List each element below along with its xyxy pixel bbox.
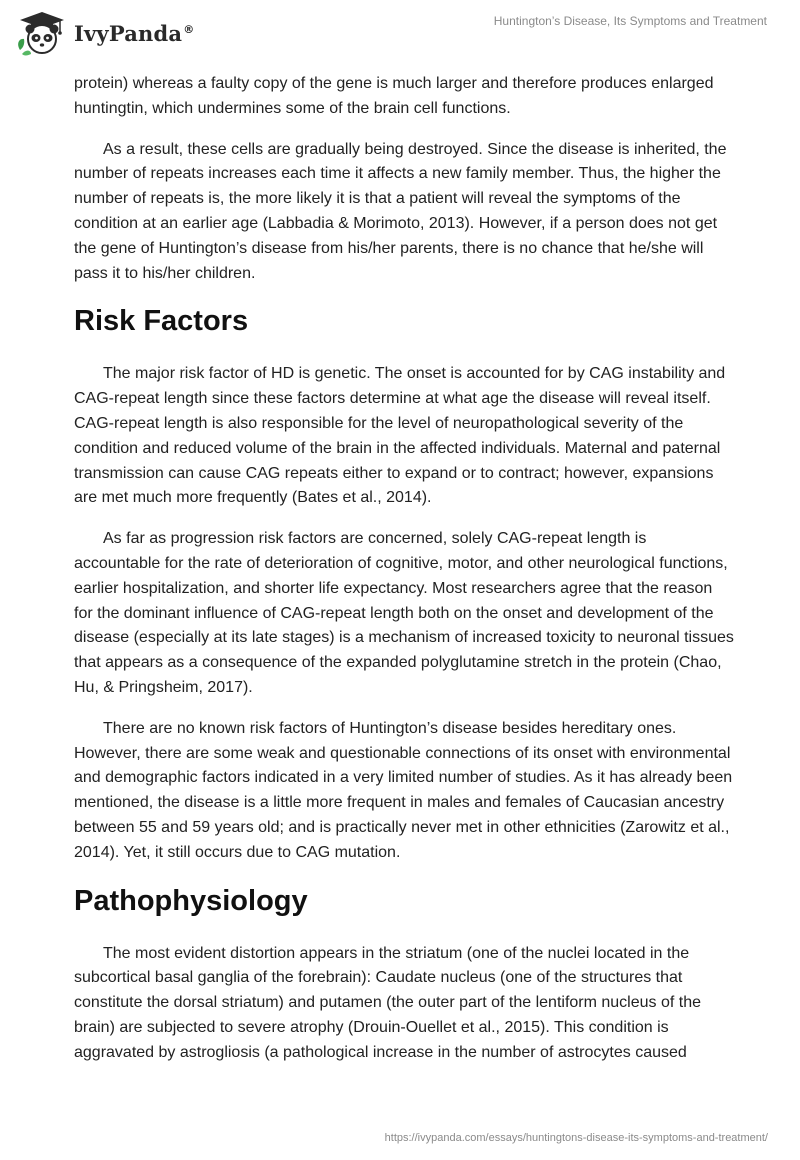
- logo-wordmark: [74, 21, 194, 46]
- paragraph-risk-2: As far as progression risk factors are concerned, solely CAG-repeat length is accountable for the rate of deterioration of cognitive, motor, and other neurological functions, earlier hospitalization, and shorter life expectancy. Most researchers agree that the reason for the dominant influence of CAG-repeat length both on the onset and development of the disease (especially at its late stages) is a mechanism of increased toxicity to neuronal tissues that appears as a consequence of the expanded polyglutamine stretch in the protein (Chao, Hu, & Pringsheim, 2017).: [74, 530, 734, 696]
- paragraph-patho-1: The most evident distortion appears in the striatum (one of the nuclei located in the subcortical basal ganglia of the forebrain): Caudate nucleus (one of the structures that constitute the dorsal striatum) and putamen (the outer part of the lentiform nucleus of the brain) are subjected to severe atrophy (Drouin-Ouellet et al., 2015). This condition is aggravated by astrogliosis (a pathological increase in the number of astrocytes caused: [74, 944, 702, 1061]
- source-url[interactable]: https://ivypanda.com/essays/huntingtons-disease-its-symptoms-and-treatment/: [384, 1132, 768, 1144]
- page-header: [0, 0, 800, 64]
- logo-text: IvyPanda: [74, 20, 183, 46]
- panda-logo-icon: [14, 10, 70, 56]
- essay-content: [74, 72, 734, 1082]
- paragraph-risk-1: The major risk factor of HD is genetic. The onset is accounted for by CAG instability and CAG-repeat length since these factors determine at what age the disease will reveal itself. CAG-repeat length is also responsible for the level of neuropathological severity of the condition and reduced volume of the brain in the affected individuals. Maternal and paternal transmission can cause CAG repeats either to expand or to contract; however, expansions are met much more frequently (Bates et al., 2014).: [74, 365, 726, 507]
- heading-risk-factors: Risk Factors: [74, 305, 249, 338]
- paragraph-result: As a result, these cells are gradually being destroyed. Since the disease is inherited, the number of repeats increases each time it affects a new family member. Thus, the higher the number of repeats is, the more likely it is that a patient will reveal the symptoms of the condition at an earlier age (Labbadia & Morimoto, 2013). However, if a person does not get the gene of Huntington’s disease from his/her parents, there is no chance that he/she will pass it to his/her children.: [74, 140, 727, 282]
- paragraph-risk-3: There are no known risk factors of Huntington’s disease besides hereditary ones. However, there are some weak and questionable connections of its onset with environmental and demographic factors indicated in a very limited number of studies. As it has already been mentioned, the disease is a little more frequent in males and females of Caucasian ancestry between 55 and 59 years old; and is practically never met in other ethnicities (Zarowitz et al., 2014). Yet, it still occurs due to CAG mutation.: [74, 719, 733, 861]
- document-title: Huntington’s Disease, Its Symptoms and Treatment: [493, 14, 767, 28]
- heading-pathophysiology: Pathophysiology: [74, 884, 308, 917]
- paragraph-intro: protein) whereas a faulty copy of the gene is much larger and therefore produces enlarged huntingtin, which undermines some of the brain cell functions.: [74, 75, 714, 117]
- registered-mark: ®: [183, 22, 195, 36]
- ivypanda-logo[interactable]: [14, 10, 194, 56]
